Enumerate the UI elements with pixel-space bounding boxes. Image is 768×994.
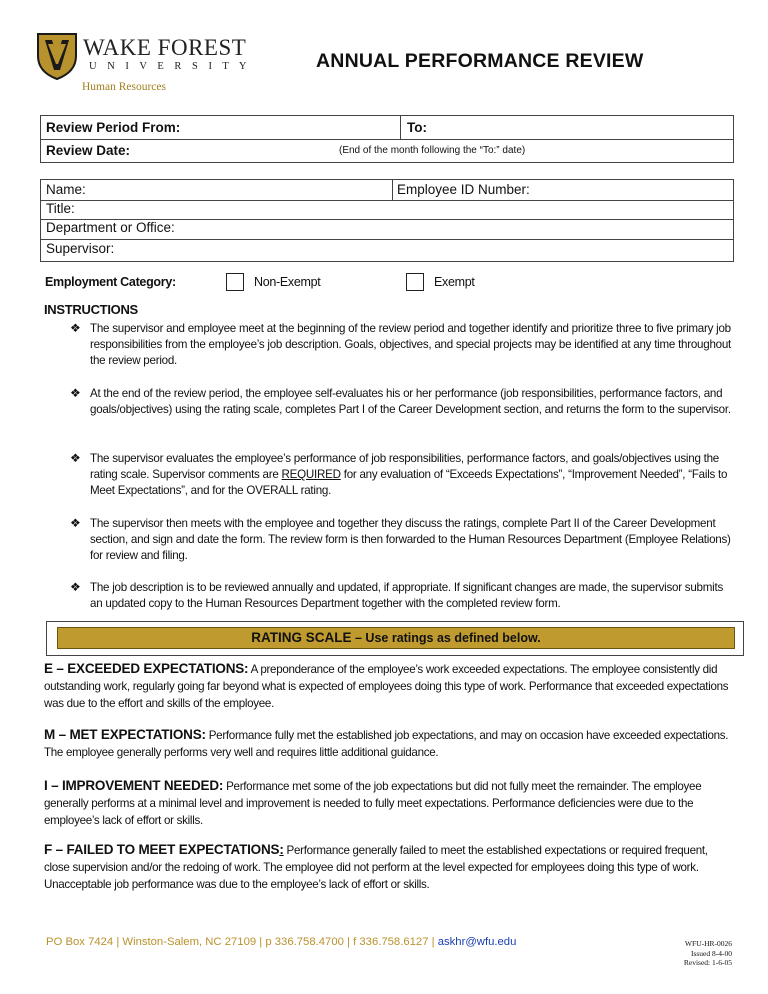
rating-description: Performance fully met the established job expectations, and may on occasion have exceeded expectations. The employee generally performs very well and requires little additional guidance. [44, 729, 729, 759]
instruction-item: At the end of the review period, the employee self-evaluates his or her performance (job responsibilities, performance factors, and goals/objectives) using the rating scale, completes Part I of the Career Development section, and returns the form to the supervisor. [90, 387, 731, 416]
footer-email-link[interactable]: askhr@wfu.edu [437, 936, 517, 948]
review-period-from-label: Review Period From: [46, 120, 181, 135]
review-date-label: Review Date: [46, 143, 131, 158]
rating-label: I – IMPROVEMENT NEEDED: [44, 778, 224, 793]
rating-scale-title: RATING SCALE [251, 630, 352, 645]
footer-address [46, 936, 516, 948]
supervisor-label: Supervisor: [46, 241, 115, 256]
rating-failed [44, 841, 734, 893]
rating-description: A preponderance of the employee’s work exceeded expectations. The employee consistently did outstanding work, regularly going far beyond what is expected of employees doing this type of work. Performance that exceeded expectations was due to the effort and skills of the employee. [44, 663, 729, 710]
page-title: ANNUAL PERFORMANCE REVIEW [316, 50, 644, 72]
instruction-item [90, 451, 735, 499]
required-emphasis: REQUIRED [281, 468, 341, 481]
rating-label-colon: : [279, 842, 284, 857]
non-exempt-label: Non-Exempt [254, 275, 321, 289]
rating-label: F – FAILED TO MEET EXPECTATIONS [44, 842, 280, 857]
rating-label: E – EXCEEDED EXPECTATIONS: [44, 661, 249, 676]
form-revision-info [684, 939, 732, 968]
rating-scale-subtitle: – Use ratings as defined below. [351, 631, 541, 645]
rating-description: Performance generally failed to meet the established expectations or required frequent, close supervision and/or the redoing of work. The employee did not perform at the level expected for employees doing this type of work. Unacceptable job performance was due to the employee’s lack of effort or skills. [44, 844, 708, 891]
rating-improvement [44, 777, 734, 829]
review-date-note: (End of the month following the “To:” date) [339, 145, 526, 156]
wake-forest-shield-icon [36, 32, 78, 80]
diamond-bullet-icon: ❖ [70, 516, 81, 530]
diamond-bullet-icon: ❖ [70, 451, 81, 465]
rating-exceeded [44, 660, 734, 712]
rating-met [44, 726, 734, 761]
logo-name: WAKE FOREST [83, 35, 247, 60]
diamond-bullet-icon: ❖ [70, 321, 81, 335]
name-label: Name: [46, 182, 86, 197]
instruction-text: The supervisor evaluates the employee’s performance of job responsibilities, performance factors, and goals/objectives using the rating scale. Supervisor comments are [90, 452, 719, 481]
exempt-checkbox[interactable] [406, 273, 424, 291]
instructions-heading: INSTRUCTIONS [44, 302, 138, 317]
department-office-label: Department or Office: [46, 220, 175, 235]
rating-label: M – MET EXPECTATIONS: [44, 727, 206, 742]
review-period-box [40, 115, 734, 163]
instruction-item: The job description is to be reviewed annually and updated, if appropriate. If significant changes are made, the supervisor submits an updated copy to the Human Resources Department together with the completed review form. [90, 581, 723, 610]
rating-scale-bar [57, 627, 735, 649]
form-revised: Revised: 1-6-05 [683, 958, 732, 967]
non-exempt-checkbox[interactable] [226, 273, 244, 291]
diamond-bullet-icon: ❖ [70, 580, 81, 594]
title-label: Title: [46, 201, 75, 216]
instruction-text: for any evaluation of “Exceeds Expectations”, “Improvement Needed”, “Fails to Meet Expectations”, and for the OVERALL rating. [90, 468, 728, 497]
employment-category-label: Employment Category: [45, 275, 176, 289]
form-issued: Issued 8-4-00 [690, 948, 732, 958]
instruction-item: The supervisor and employee meet at the beginning of the review period and together identify and prioritize three to five primary job responsibilities from the employee’s job description. Goals, objectives, and special projects may be identified at any time throughout the review period. [90, 322, 732, 367]
form-id: WFU-HR-0026 [684, 939, 732, 948]
footer-address-text: PO Box 7424 | Winston-Salem, NC 27109 | p 336.758.4700 | f 336.758.6127 | [46, 936, 438, 948]
logo-university: U N I V E R S I T Y [89, 61, 251, 72]
review-period-to-label: To: [407, 120, 427, 135]
rating-scale-frame [46, 621, 744, 656]
diamond-bullet-icon: ❖ [70, 386, 81, 400]
rating-description: Performance met some of the job expectations but did not fully meet the remainder. The employee generally performs at a minimal level and improvement is needed to fully meet expectations. Performance deficiencies were due to the employee’s lack of effort or skills. [44, 780, 702, 827]
instruction-item: The supervisor then meets with the employee and together they discuss the ratings, complete Part II of the Career Development section, and sign and date the form. The review form is then forwarded to the Human Resources Department (Employee Relations) for review and filing. [90, 517, 731, 562]
department-label: Human Resources [82, 81, 166, 93]
employee-info-box [40, 179, 734, 262]
employee-id-label: Employee ID Number: [397, 182, 530, 197]
exempt-label: Exempt [434, 275, 475, 289]
